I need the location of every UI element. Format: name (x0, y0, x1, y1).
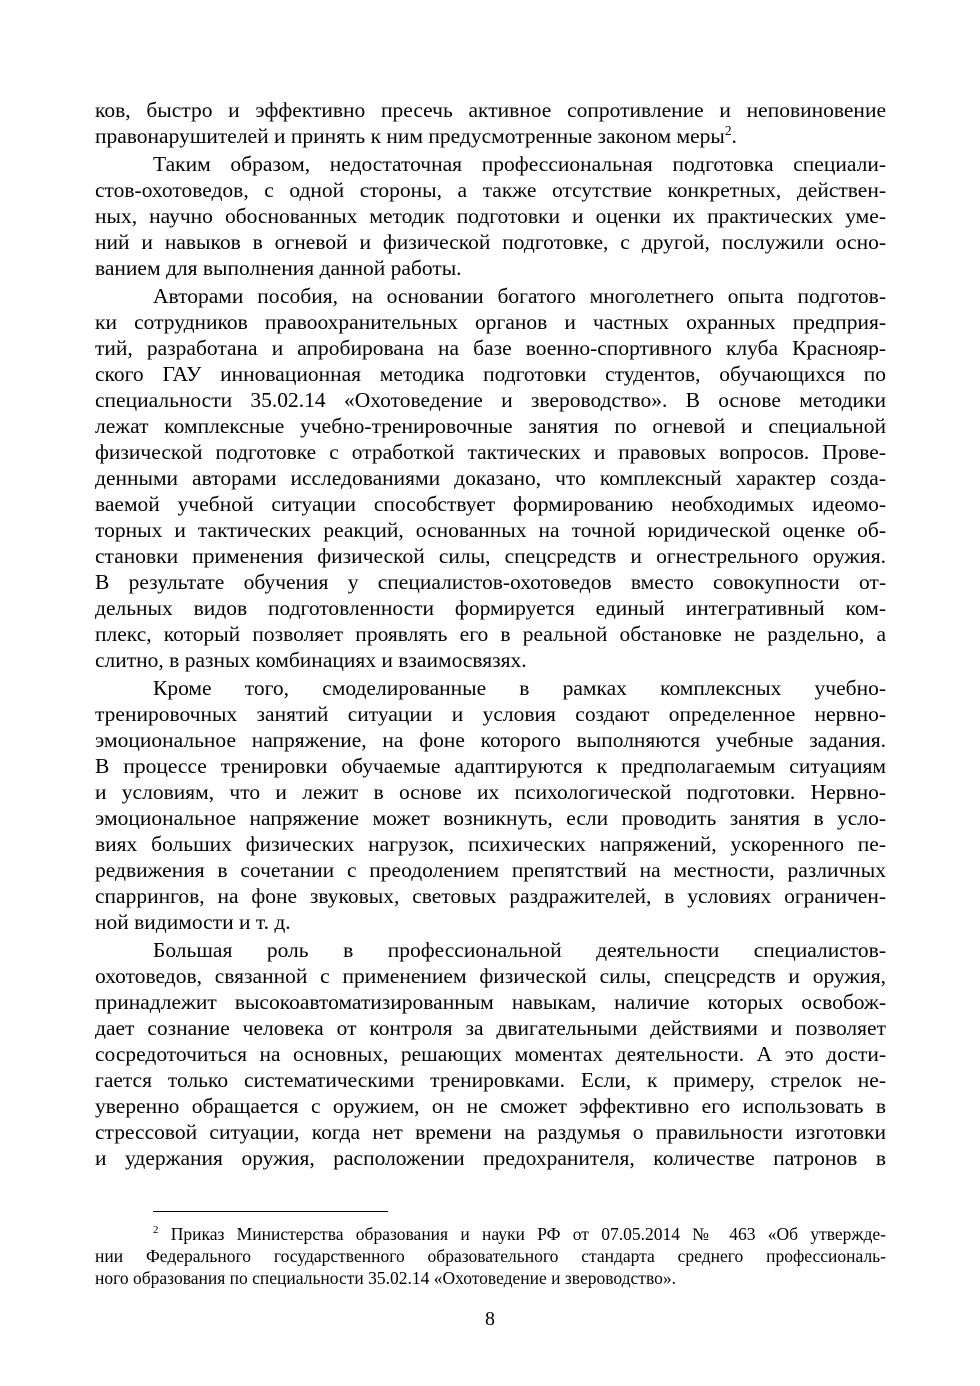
text-line: и удержания оружия, расположении предохранителя, количестве патронов в (95, 1146, 886, 1170)
text-line (95, 123, 886, 149)
paragraph-first-line: Большая роль в профессиональной деятельности специалистов- (153, 938, 886, 962)
text-line: редвижения в сочетании с преодолением препятствий на местности, различных (95, 858, 886, 882)
text-line: дельных видов подготовленности формируется единый интегративный ком- (95, 596, 886, 620)
footnote-reference[interactable]: 2 (724, 122, 732, 138)
paragraph-first-line: Кроме того, смоделированные в рамках комплексных учебно- (153, 676, 886, 700)
text-line: гается только систематическими тренировками. Если, к примеру, стрелок не- (95, 1068, 886, 1092)
text-line: В результате обучения у специалистов-охотоведов вместо совокупности от- (95, 570, 886, 594)
footnote-marker: 2 (153, 1224, 159, 1237)
text-line: ных, научно обоснованных методик подготовки и оценки их практических уме- (95, 204, 886, 228)
text-line: тий, разработана и апробирована на базе военно-спортивного клуба Краснояр- (95, 336, 886, 360)
text-line: и условиям, что и лежит в основе их психологической подготовки. Нервно- (95, 780, 886, 804)
text-line: уверенно обращается с оружием, он не сможет эффективно его использовать в (95, 1094, 886, 1118)
footnote-separator (153, 1211, 388, 1212)
text-line: стов-охотоведов, с одной стороны, а также отсутствие конкретных, действен- (95, 178, 886, 202)
text-line: эмоциональное напряжение, на фоне которого выполняются учебные задания. (95, 728, 886, 752)
text-line: ной видимости и т. д. (95, 910, 291, 934)
page-number: 8 (485, 1308, 495, 1330)
paragraph-first-line: Авторами пособия, на основании богатого многолетнего опыта подготов- (153, 284, 886, 308)
text-line: денными авторами исследованиями доказано, что комплексный характер созда- (95, 466, 886, 490)
text-line-content: правонарушителей и принять к ним предусмотренные законом меры (95, 124, 725, 148)
text-line: ваемой учебной ситуации способствует формированию необходимых идеомо- (95, 492, 886, 516)
text-line: эмоциональное напряжение может возникнуть, если проводить занятия в усло- (95, 806, 886, 830)
text-line: охотоведов, связанной с применением физической силы, спецсредств и оружия, (95, 964, 886, 988)
text-line: ского ГАУ инновационная методика подготовки студентов, обучающихся по (95, 362, 886, 386)
text-line: ки сотрудников правоохранительных органов и частных охранных предприя- (95, 310, 886, 334)
text-line: дает сознание человека от контроля за двигательными действиями и позволяет (95, 1016, 886, 1040)
text-line: слитно, в разных комбинациях и взаимосвязях. (95, 648, 527, 672)
text-line: лежат комплексные учебно-тренировочные занятия по огневой и специальной (95, 414, 886, 438)
text-line: принадлежит высокоавтоматизированным навыкам, наличие которых освобож- (95, 990, 886, 1014)
text-line: виях больших физических нагрузок, психических напряжений, ускоренного пе- (95, 832, 886, 856)
text-line: физической подготовке с отработкой тактических и правовых вопросов. Прове- (95, 440, 886, 464)
text-line: сосредоточиться на основных, решающих моментах деятельности. А это дости- (95, 1042, 886, 1066)
footnote-line: ного образования по специальности 35.02.14 «Охотоведение и звероводство». (95, 1268, 676, 1288)
text-line: ков, быстро и эффективно пресечь активное сопротивление и неповиновение (95, 98, 886, 122)
text-line: стрессовой ситуации, когда нет времени на раздумья о правильности изготовки (95, 1120, 886, 1144)
text-line: становки применения физической силы, спецсредств и огнестрельного оружия. (95, 544, 886, 568)
text-line: торных и тактических реакций, основанных на точной юридической оценке об- (95, 518, 886, 542)
footnote-line: нии Федерального государственного образовательного стандарта среднего профессиональ- (95, 1246, 886, 1266)
footnote-text: Приказ Министерства образования и науки РФ от 07.05.2014 № 463 «Об утвержде- (158, 1224, 886, 1244)
paragraph-first-line: Таким образом, недостаточная профессиональная подготовка специали- (153, 152, 886, 176)
footnote-line (153, 1223, 886, 1245)
text-line: ний и навыков в огневой и физической подготовке, с другой, послужили осно- (95, 230, 886, 254)
text-line: ванием для выполнения данной работы. (95, 256, 462, 280)
text-line: тренировочных занятий ситуации и условия создают определенное нервно- (95, 702, 886, 726)
text-line: специальности 35.02.14 «Охотоведение и звероводство». В основе методики (95, 388, 886, 412)
text-line: спаррингов, на фоне звуковых, световых раздражителей, в условиях ограничен- (95, 884, 886, 908)
sentence-end: . (731, 124, 737, 148)
text-line: В процессе тренировки обучаемые адаптируются к предполагаемым ситуациям (95, 754, 886, 778)
text-line: плекс, который позволяет проявлять его в реальной обстановке не раздельно, а (95, 622, 886, 646)
